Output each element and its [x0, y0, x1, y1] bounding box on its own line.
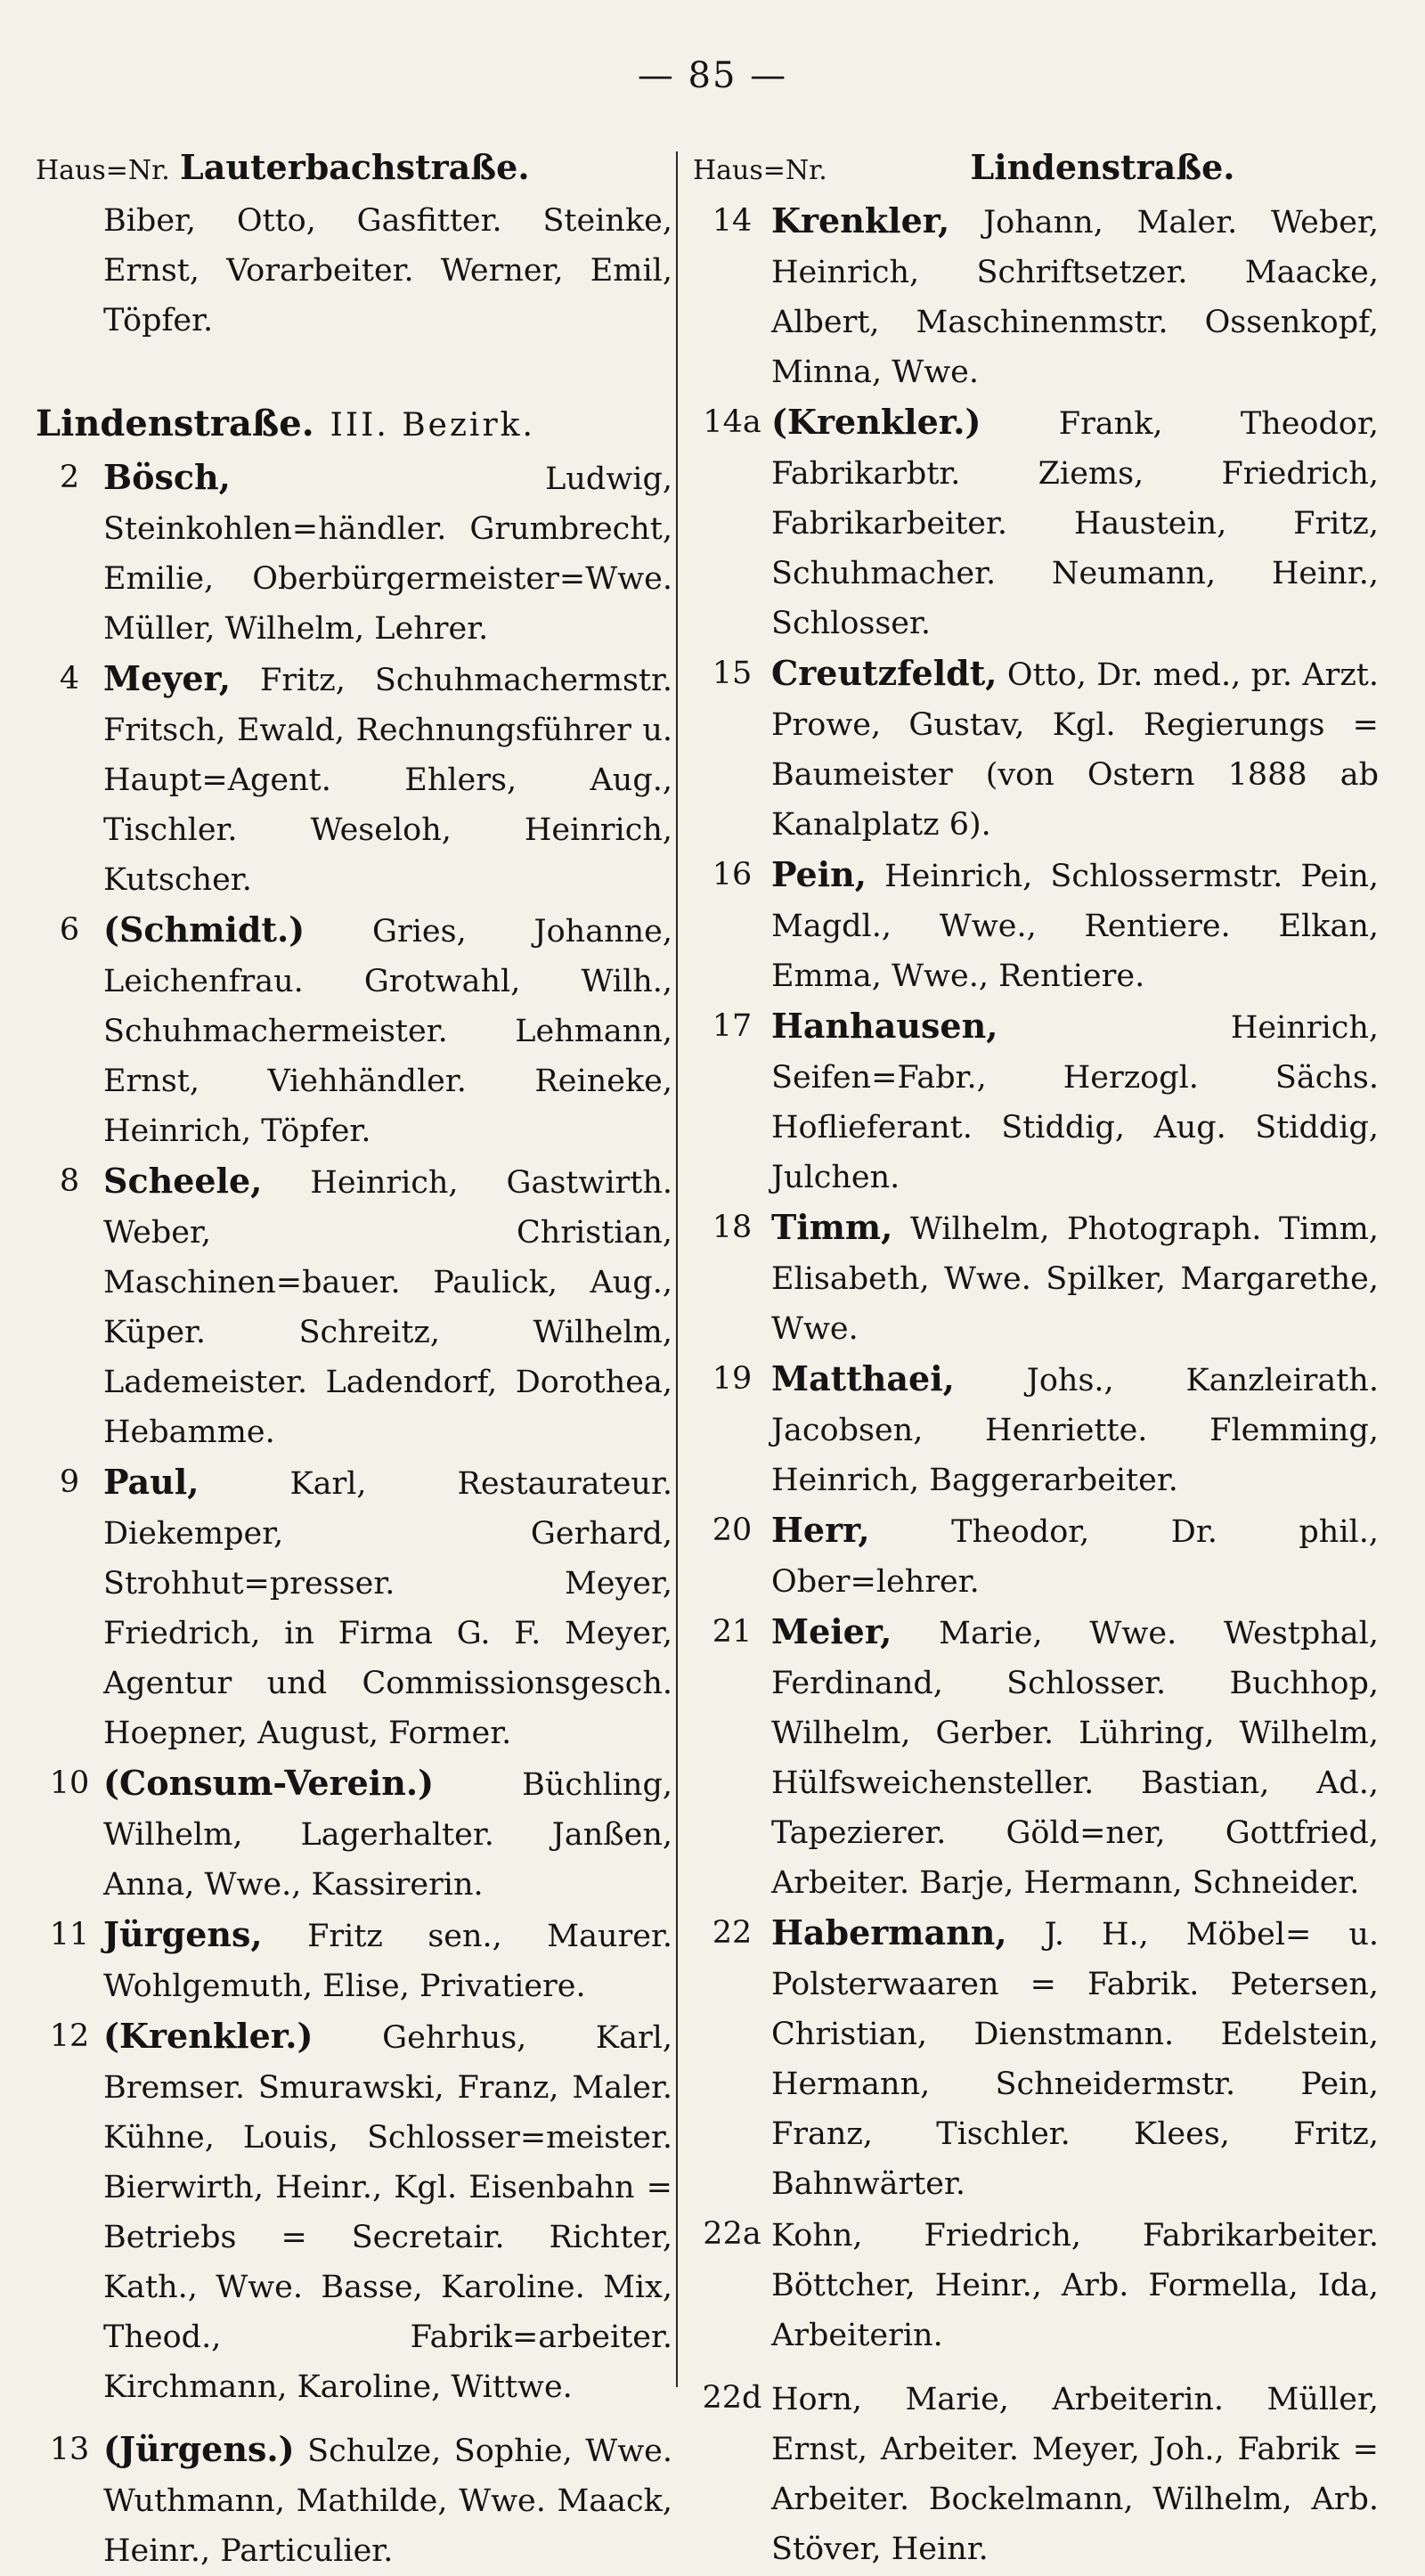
residents-text: Heinrich, Schlossermstr. Pein, Magdl., Wwe., Rentiere. Elkan, Emma, Wwe., Rentiere. [771, 859, 1379, 994]
house-owner: Creutzfeldt, [771, 653, 998, 693]
house-number: 21 [712, 1614, 753, 1650]
house-owner: (Schmidt.) [103, 909, 305, 950]
house-entry [693, 1202, 1379, 1354]
page-number: — 85 — [637, 55, 788, 96]
house-owner: Meyer, [103, 658, 231, 698]
house-number: 22 [712, 1915, 753, 1951]
residents-text: Schulze, Sophie, Wwe. Wuthmann, Mathilde, Wwe. Maack, Heinr., Particulier. [103, 2433, 672, 2569]
house-number: 8 [59, 1163, 80, 1199]
residents-text: Karl, Restaurateur. Diekemper, Gerhard, Strohhut=presser. Meyer, Friedrich, in Firma G. F. Meyer, Agentur und Commissionsgesch. Hoepner, August, Former. [103, 1466, 672, 1751]
residents-text: J. H., Möbel= u. Polsterwaaren = Fabrik. Petersen, Christian, Dienstmann. Edelstein, Hermann, Schneidermstr. Pein, Franz, Tischler. Klees, Fritz, Bahnwärter. [771, 1917, 1379, 2202]
house-entry [36, 1156, 672, 1457]
residents-text: Otto, Dr. med., pr. Arzt. Prowe, Gustav, Kgl. Regierungs = Baumeister (von Ostern 1888 ab Kanalplatz 6). [771, 657, 1379, 843]
house-number: 13 [49, 2432, 90, 2467]
house-owner: Krenkler, [771, 200, 950, 240]
house-number: 20 [712, 1512, 753, 1548]
residents-text: Marie, Wwe. Westphal, Ferdinand, Schlosser. Buchhop, Wilhelm, Gerber. Lühring, Wilhelm, Hülfsweichensteller. Bastian, Ad., Tapezierer. Göld=ner, Gottfried, Arbeiter. Barje, Hermann, Schneider. [771, 1616, 1379, 1901]
house-number: 4 [59, 661, 80, 697]
house-number: 10 [49, 1765, 90, 1801]
house-number: 15 [712, 656, 753, 691]
house-number: 11 [49, 1917, 90, 1952]
residents-text: Fritz, Schuhmachermstr. Fritsch, Ewald, Rechnungsführer u. Haupt=Agent. Ehlers, Aug., Tischler. Weseloh, Heinrich, Kutscher. [103, 663, 672, 898]
residents-text: Gries, Johanne, Leichenfrau. Grotwahl, Wilh., Schuhmachermeister. Lehmann, Ernst, Viehhändler. Reineke, Heinrich, Töpfer. [103, 914, 672, 1149]
residents-text: Johann, Maler. Weber, Heinrich, Schriftsetzer. Maacke, Albert, Maschinenmstr. Ossenkopf, Minna, Wwe. [771, 205, 1379, 390]
residents-text: Heinrich, Seifen=Fabr., Herzogl. Sächs. Hoflieferant. Stiddig, Aug. Stiddig, Julchen. [771, 1010, 1379, 1195]
house-entry [693, 2209, 1379, 2360]
house-number: 22a [703, 2216, 761, 2252]
house-owner: Herr, [771, 1510, 870, 1550]
street-heading: Lauterbachstraße. [180, 147, 530, 187]
house-entry [36, 1910, 672, 2011]
house-owner: (Krenkler.) [103, 2016, 314, 2056]
lauterbach-entry: Biber, Otto, Gasfitter. Steinke, Ernst, Vorarbeiter. Werner, Emil, Töpfer. [103, 203, 672, 338]
house-number: 16 [712, 857, 753, 893]
house-owner: Timm, [771, 1207, 893, 1247]
house-owner: Habermann, [771, 1912, 1007, 1952]
house-number: 18 [712, 1210, 753, 1245]
residents-text: Theodor, Dr. phil., Ober=lehrer. [771, 1514, 1379, 1600]
house-owner: (Krenkler.) [771, 402, 981, 442]
house-number: 19 [712, 1361, 753, 1397]
house-owner: (Jürgens.) [103, 2429, 295, 2469]
house-number: 14a [703, 404, 761, 440]
residents-text: Fritz sen., Maurer. Wohlgemuth, Elise, Privatiere. [103, 1919, 672, 2004]
residents-text: Gehrhus, Karl, Bremser. Smurawski, Franz, Maler. Kühne, Louis, Schlosser=meister. Bierwirth, Heinr., Kgl. Eisenbahn = Betriebs = Secretair. Richter, Kath., Wwe. Basse, Karoline. Mix, Theod., Fabrik=arbeiter. Kirchmann, Karoline, Wittwe. [103, 2020, 672, 2405]
residents-text: Frank, Theodor, Fabrikarbtr. Ziems, Friedrich, Fabrikarbeiter. Haustein, Fritz, Schuhmacher. Neumann, Heinr., Schlosser. [771, 406, 1379, 641]
house-owner: Jürgens, [103, 1914, 263, 1954]
district-street: Lindenstraße. [36, 403, 314, 444]
house-owner: Matthaei, [771, 1358, 955, 1398]
house-owner: Paul, [103, 1462, 200, 1502]
house-entry [36, 452, 672, 654]
street-heading: Lindenstraße. [970, 147, 1235, 187]
residents-text: Heinrich, Gastwirth. Weber, Christian, Maschinen=bauer. Paulick, Aug., Küper. Schreitz, Wilhelm, Lademeister. Ladendorf, Dorothea, Hebamme. [103, 1165, 672, 1450]
left-column [36, 143, 672, 2576]
house-entry [36, 654, 672, 905]
right-column [693, 143, 1379, 2574]
house-number: 14 [712, 203, 753, 239]
house-number: 6 [59, 912, 80, 948]
district-heading [36, 399, 672, 452]
district-bezirk: III. Bezirk. [330, 407, 535, 444]
residents-text: Horn, Marie, Arbeiterin. Müller, Ernst, Arbeiter. Meyer, Joh., Fabrik = Arbeiter. Bockelmann, Wilhelm, Arb. Stöver, Heinr. [771, 2382, 1379, 2567]
house-owner: Meier, [771, 1611, 892, 1651]
residents-text: Wilhelm, Photograph. Timm, Elisabeth, Wwe. Spilker, Margarethe, Wwe. [771, 1211, 1379, 1347]
house-entry [693, 196, 1379, 397]
house-owner: (Consum-Verein.) [103, 1763, 435, 1803]
house-number: 17 [712, 1008, 753, 1044]
right-column-header [693, 143, 1379, 196]
house-entry [693, 648, 1379, 850]
column-divider [676, 151, 678, 2387]
house-number: 2 [59, 460, 80, 495]
house-owner: Scheele, [103, 1161, 263, 1201]
residents-text: Büchling, Wilhelm, Lagerhalter. Janßen, Anna, Wwe., Kassirerin. [103, 1767, 672, 1903]
house-owner: Pein, [771, 854, 867, 894]
house-entry [693, 1354, 1379, 1505]
house-owner: Bösch, [103, 457, 231, 497]
house-number: 9 [59, 1464, 80, 1500]
house-number: 12 [49, 2018, 90, 2054]
house-entry [36, 905, 672, 1156]
house-entry [693, 397, 1379, 648]
house-entry [36, 1758, 672, 1910]
hausnr-label: Haus=Nr. [36, 155, 170, 186]
house-entry [693, 1505, 1379, 1607]
house-entry [36, 1457, 672, 1758]
residents-text: Kohn, Friedrich, Fabrikarbeiter. Böttcher, Heinr., Arb. Formella, Ida, Arbeiterin. [771, 2218, 1379, 2353]
house-entry [693, 1001, 1379, 1202]
residents-text: Ludwig, Steinkohlen=händler. Grumbrecht, Emilie, Oberbürgermeister=Wwe. Müller, Wilhelm, Lehrer. [103, 461, 672, 647]
house-entry [693, 2373, 1379, 2574]
hausnr-label: Haus=Nr. [693, 155, 827, 186]
house-entry [36, 2011, 672, 2412]
house-number: 22d [702, 2380, 762, 2416]
house-entry [693, 1607, 1379, 1908]
left-column-header [36, 143, 672, 196]
house-entry [693, 1908, 1379, 2209]
house-entry [693, 850, 1379, 1001]
house-entry [36, 2425, 672, 2576]
residents-text: Johs., Kanzleirath. Jacobsen, Henriette. Flemming, Heinrich, Baggerarbeiter. [771, 1363, 1379, 1498]
house-owner: Hanhausen, [771, 1006, 998, 1046]
